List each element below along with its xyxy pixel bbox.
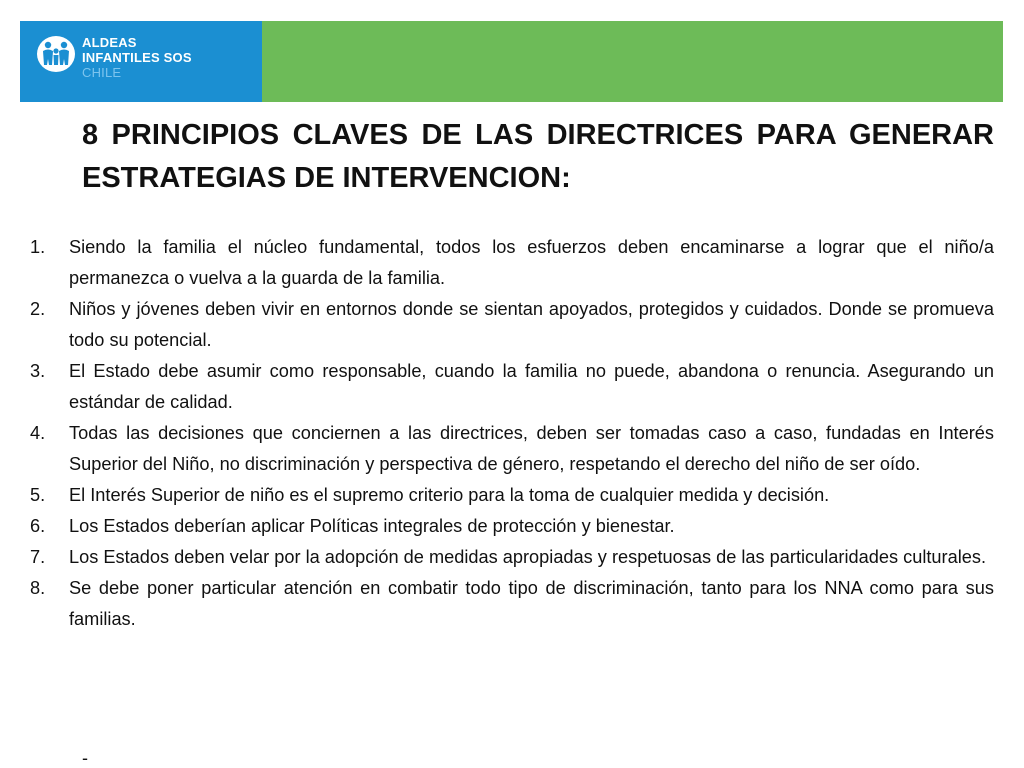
principle-item: [30, 573, 994, 635]
logo-line-aldeas: ALDEAS: [82, 35, 137, 50]
slide-title: 8 PRINCIPIOS CLAVES DE LAS DIRECTRICES PARA GENERAR ESTRATEGIAS DE INTERVENCION:: [82, 119, 994, 194]
principle-item: [30, 232, 994, 294]
item-text: Todas las decisiones que conciernen a las directrices, deben ser tomadas caso a caso, fundadas en Interés Superior del Niño, no discriminación y perspectiva de género, respetando el derecho del niño de ser oído.: [69, 423, 994, 474]
principle-item: [30, 542, 994, 573]
item-number: 7.: [30, 547, 46, 567]
principles-list: [30, 232, 994, 635]
item-number: 3.: [30, 361, 46, 381]
logo-line-chile: CHILE: [82, 65, 122, 80]
item-text: Los Estados deberían aplicar Políticas integrales de protección y bienestar.: [69, 516, 675, 536]
item-text: Siendo la familia el núcleo fundamental, todos los esfuerzos deben encaminarse a lograr que el niño/a permanezca o vuelva a la guarda de la familia.: [69, 237, 994, 288]
footer-dash: -: [82, 748, 88, 768]
item-number: 8.: [30, 578, 46, 598]
sos-children-logo-icon: [36, 35, 76, 73]
item-number: 1.: [30, 237, 46, 257]
item-text: Los Estados deben velar por la adopción de medidas apropiadas y respetuosas de las particularidades culturales.: [69, 547, 987, 567]
item-number: 6.: [30, 516, 46, 536]
principle-item: [30, 294, 994, 356]
logo-wordmark: [82, 35, 192, 80]
principle-item: [30, 511, 994, 542]
item-text: El Estado debe asumir como responsable, cuando la familia no puede, abandona o renuncia. Asegurando un estándar de calidad.: [69, 361, 994, 412]
item-number: 2.: [30, 299, 46, 319]
principle-item: [30, 356, 994, 418]
item-text: Niños y jóvenes deben vivir en entornos donde se sientan apoyados, protegidos y cuidados. Donde se promueva todo su potencial.: [69, 299, 994, 350]
item-number: 5.: [30, 485, 46, 505]
principle-item: [30, 480, 994, 511]
logo-line-infantiles-sos: INFANTILES SOS: [82, 50, 192, 65]
item-number: 4.: [30, 423, 46, 443]
banner-green-bar: [262, 21, 1003, 102]
item-text: Se debe poner particular atención en combatir todo tipo de discriminación, tanto para los NNA como para sus familias.: [69, 578, 994, 629]
logo-panel: [20, 21, 262, 102]
item-text: El Interés Superior de niño es el supremo criterio para la toma de cualquier medida y decisión.: [69, 485, 830, 505]
header-banner: [20, 21, 1003, 102]
principle-item: [30, 418, 994, 480]
